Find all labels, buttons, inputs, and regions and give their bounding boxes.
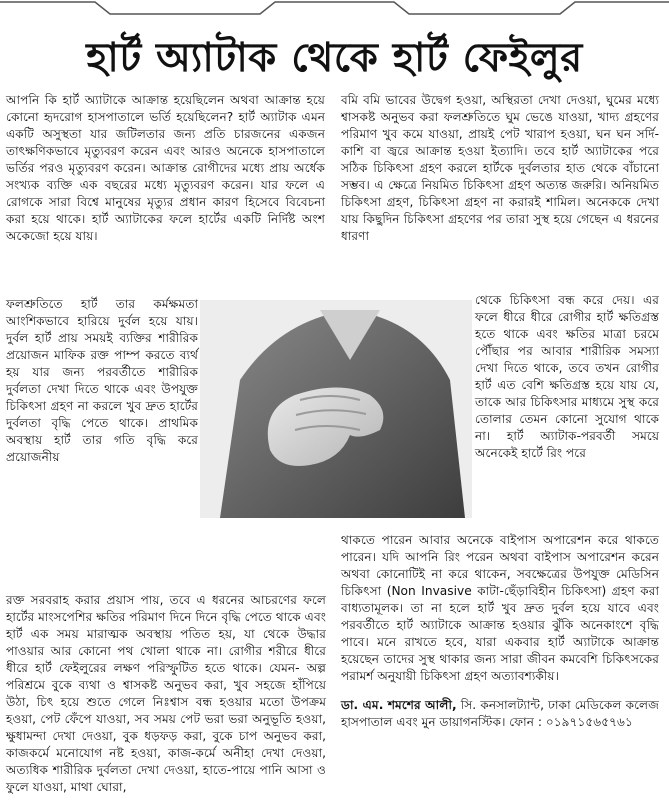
right-column-top [341,92,659,245]
paragraph-conclusion: থাকতে পারেন আবার অনেকে বাইপাস অপারেশন করে থাকতে পারেন। যদি আপনি রিং পরেন অথবা বাইপাস অপারেশন করেন অথবা কোনোটিই না করে থাকেন, সবক্ষেত্রের উপযুক্ত মেডিসিন চিকিৎসা (Non Invasive কাটা-ছেঁড়াবিহীন চিকিৎসা) গ্রহণ করা বাধ্যতামূলক। তা না হলে হার্ট খুব দ্রুত দুর্বল হয়ে যাবে এবং পরবর্তীতে হার্ট অ্যাটাকে আক্রান্ত হওয়ার ঝুঁকি অনেকাংশে বৃদ্ধি পাবে। মনে রাখতে হবে, যারা একবার হার্ট অ্যাটাকে আক্রান্ত হয়েছেন তাদের সুস্থ থাকার জন্য সারা জীবন কমবেশি চিকিৎসকের পরামর্শ অনুযায়ী চিকিৎসা গ্রহণ অত্যাবশ্যকীয়। [341,533,659,684]
chest-pain-illustration [200,300,472,518]
left-column-intro [6,92,325,245]
author-affiliation: সি. কনসালট্যান্ট, ঢাকা মেডিকেল কলেজ হাসপাতাল এবং মুন ডায়াগনস্টিক। ফোন : ০১৯৭১৫৬৫৭৬১ [341,698,659,730]
paragraph-intro: আপনি কি হার্ট অ্যাটাকে আক্রান্ত হয়েছিলেন অথবা আক্রান্ত হয়ে কোনো হৃদরোগ হাসপাতালে ভর্তি হয়েছিলেন? হার্ট অ্যাটাক এমন একটি অসুস্থতা যার জটিলতার জন্য প্রতি চারজনের একজন তাৎক্ষণিকভাবে মৃত্যুবরণ করেন এবং আরও অনেকে হাসপাতালে ভর্তির পরও মৃত্যুবরণ করেন। আক্রান্ত রোগীদের মধ্যে প্রায় অর্ধেক সংখ্যক ব্যক্তি এক বছরের মধ্যে মৃত্যুবরণ করেন। যার ফলে এ রোগকে সারা বিশ্বে মানুষের মৃত্যুর প্রধান কারণ হিসেবে বিবেচনা করা হয়ে থাকে। হার্ট অ্যাটাকের ফলে হার্টের একটি নির্দিষ্ট অংশ অকেজো হয়ে যায়। [6,93,325,243]
author-name: ডা. এম. শমশের আলী, [341,698,457,713]
top-border-decoration [0,0,669,18]
author-credit [341,697,659,731]
chest-pain-photo [200,300,472,518]
right-column-wrap-text: থেকে চিকিৎসা বন্ধ করে দেয়। এর ফলে ধীরে ধীরে রোগীর হার্ট ক্ষতিগ্রস্ত হতে থাকে এবং ক্ষতির মাত্রা চরমে পৌঁছার পর আবার শারীরিক সমস্যা দেখা দিতে থাকে, তবে তখন রোগীর হার্ট এত বেশি ক্ষতিগ্রস্ত হয়ে যায় যে, তাকে আর চিকিৎসার মাধ্যমে সুস্থ করে তোলার তেমন কোনো সুযোগ থাকে না। হার্ট অ্যাটাক-পরবর্তী সময়ে অনেকেই হার্টে রিং পরে [475,293,659,460]
left-column-bottom: রক্ত সরবরাহ করার প্রয়াস পায়, তবে এ ধরনের আচরণের ফলে হার্টের মাংসপেশির ক্ষতির পরিমাণ দিনে দিনে বৃদ্ধি পেতে থাকে এবং হার্ট এক সময় মারাত্মক অবস্থায় পতিত হয়, যা থেকে উদ্ধার পাওয়ার আর কোনো পথ খোলা থাকে না। রোগীর শরীরে ধীরে ধীরে হার্ট ফেইলুরের লক্ষণ পরিস্ফুটিত হতে থাকে। যেমন- অল্প পরিশ্রমে বুকে ব্যথা ও শ্বাসকষ্ট অনুভব করা, খুব সহজে হাঁপিয়ে উঠা, চিৎ হয়ে শুতে গেলে নিঃশ্বাস বন্ধ হওয়ার মতো উপক্রম হওয়া, পেট ফেঁপে যাওয়া, সব সময় পেট ভরা ভরা অনুভূতি হওয়া, ক্ষুধামন্দা দেখা দেওয়া, বুক ধড়ফড় করা, বুকে চাপ অনুভব করা, কাজকর্মে মনোযোগ নষ্ট হওয়া, কাজ-কর্মে অনীহা দেখা দেওয়া, অত্যধিক শারীরিক দুর্বলতা দেখা দেওয়া, হাতে-পায়ে পানি আসা ও ফুলে যাওয়া, মাথা ঘোরা, [6,593,326,794]
paragraph-symptoms-treatment: বমি বমি ভাবের উদ্বেগ হওয়া, অস্থিরতা দেখা দেওয়া, ঘুমের মধ্যে শ্বাসকষ্ট অনুভব করা ফলশ্রুতিতে ঘুম ভেঙে যাওয়া, খাদ্য গ্রহণের পরিমাণ খুব কমে যাওয়া, প্রায়ই পেট খারাপ হওয়া, ঘন ঘন সর্দি-কাশি বা জ্বরে আক্রান্ত হওয়া ইত্যাদি। তবে হার্ট অ্যাটাকের পরে সঠিক চিকিৎসা গ্রহণ করলে হার্টকে দুর্বলতার হাত থেকে বাঁচানো সম্ভব। এ ক্ষেত্রে নিয়মিত চিকিৎসা গ্রহণ অত্যন্ত জরুরি। অনিয়মিত চিকিৎসা গ্রহণ, চিকিৎসা গ্রহণ না করারই শামিল। অনেককে দেখা যায় কিছুদিন চিকিৎসা গ্রহণের পর তারা সুস্থ হয়ে গেছেন এ ধরনের ধারণা [341,93,659,243]
right-column-bottom [341,520,659,744]
left-column-wrap-text: ফলশ্রুতিতে হার্ট তার কর্মক্ষমতা আংশিকভাবে হারিয়ে দুর্বল হয়ে যায়। দুর্বল হার্ট প্রায় সময়ই ব্যক্তির শারীরিক প্রয়োজন মাফিক রক্ত পাম্প করতে ব্যর্থ হয় যার জন্য পরবর্তীতে শারীরিক দুর্বলতা দেখা দিতে থাকে এবং উপযুক্ত চিকিৎসা গ্রহণ না করলে খুব দ্রুত হার্টের দুর্বলতা বৃদ্ধি পেতে থাকে। প্রাথমিক অবস্থায় হার্ট তার গতি বৃদ্ধি করে প্রয়োজনীয় [6,297,198,464]
article-headline: হার্ট অ্যাটাক থেকে হার্ট ফেইলুর [86,35,583,81]
